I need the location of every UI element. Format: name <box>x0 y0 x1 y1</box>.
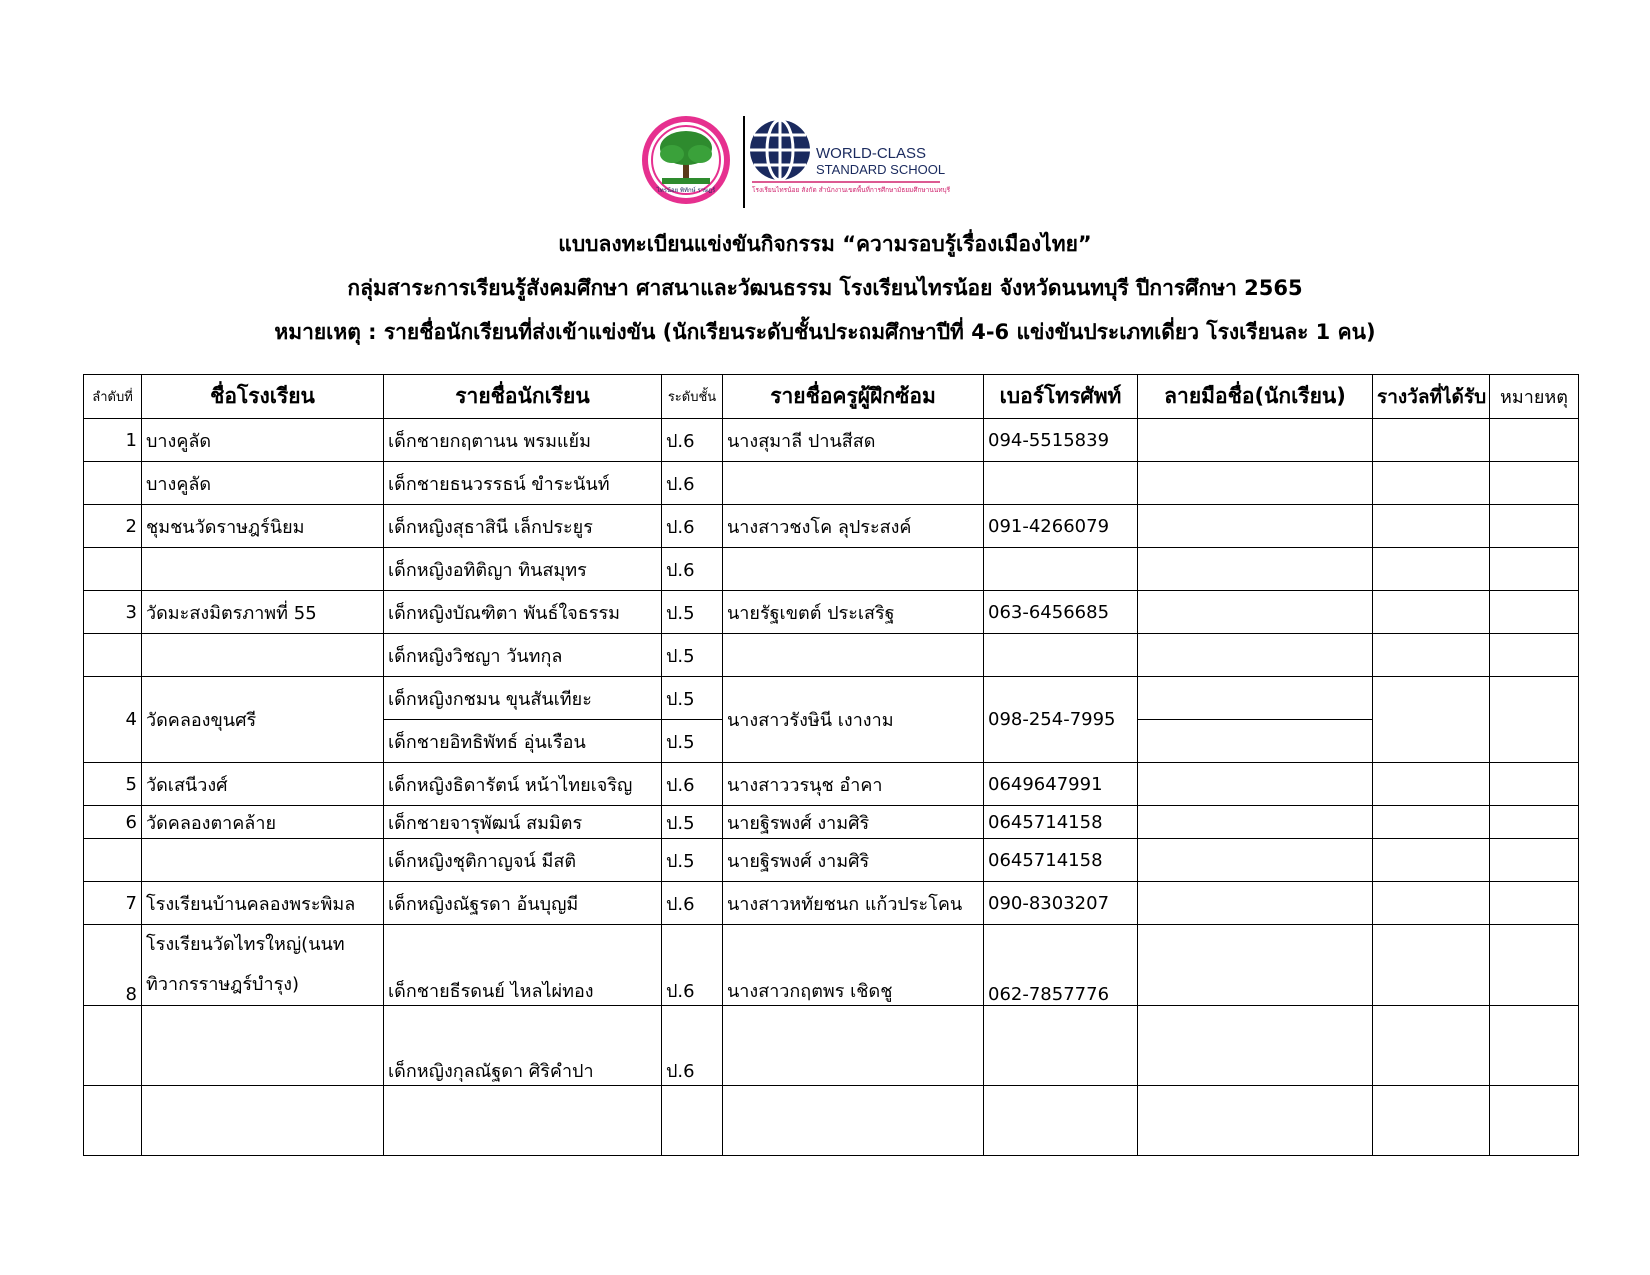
cell-school: โรงเรียนบ้านคลองพระพิมล <box>142 882 384 925</box>
cell-award[interactable] <box>1373 1006 1490 1086</box>
cell-phone <box>984 1006 1138 1086</box>
header-note: หมายหตุ <box>1490 375 1579 419</box>
cell-grade: ป.6 <box>662 548 723 591</box>
cell-school: บางคูลัด <box>142 462 384 505</box>
cell-student: เด็กหญิงกชมน ขุนสันเทียะ <box>384 677 662 720</box>
cell-phone: 090-8303207 <box>984 882 1138 925</box>
cell-teacher: นางสาววรนุช อำคา <box>723 763 984 806</box>
cell-school: วัดคลองตาคล้าย <box>142 806 384 839</box>
cell-school <box>142 1006 384 1086</box>
cell-school <box>142 839 384 882</box>
document-titles <box>0 222 1650 354</box>
cell-award[interactable] <box>1373 677 1490 763</box>
header-logos <box>640 112 960 212</box>
cell-note[interactable] <box>1490 806 1579 839</box>
cell-school <box>142 548 384 591</box>
cell-phone <box>984 634 1138 677</box>
table-row <box>84 548 1579 591</box>
school-logo-graphic <box>640 112 960 212</box>
cell-student: เด็กหญิงณัฐรดา อ้นบุญมี <box>384 882 662 925</box>
cell-phone: 0649647991 <box>984 763 1138 806</box>
header-school: ชื่อโรงเรียน <box>142 375 384 419</box>
table-row <box>84 806 1579 839</box>
cell-grade[interactable] <box>662 1086 723 1156</box>
cell-no: 7 <box>84 882 142 925</box>
cell-award[interactable] <box>1373 882 1490 925</box>
cell-note[interactable] <box>1490 462 1579 505</box>
cell-school: วัดมะสงมิตรภาพที่ 55 <box>142 591 384 634</box>
cell-phone: 091-4266079 <box>984 505 1138 548</box>
table-row <box>84 925 1579 1006</box>
cell-no <box>84 1006 142 1086</box>
cell-note[interactable] <box>1490 634 1579 677</box>
cell-teacher <box>723 548 984 591</box>
cell-phone[interactable] <box>984 1086 1138 1156</box>
cell-note[interactable] <box>1490 1006 1579 1086</box>
cell-grade: ป.5 <box>662 839 723 882</box>
cell-note[interactable] <box>1490 763 1579 806</box>
cell-signature[interactable] <box>1138 1006 1373 1086</box>
table-header-row <box>84 375 1579 419</box>
cell-note[interactable] <box>1490 1086 1579 1156</box>
cell-signature[interactable] <box>1138 634 1373 677</box>
cell-award[interactable] <box>1373 591 1490 634</box>
cell-phone: 0645714158 <box>984 806 1138 839</box>
table-row <box>84 462 1579 505</box>
header-award: รางวัลที่ได้รับ <box>1373 375 1490 419</box>
cell-signature[interactable] <box>1138 591 1373 634</box>
cell-award[interactable] <box>1373 1086 1490 1156</box>
cell-no: 1 <box>84 419 142 462</box>
cell-no <box>84 462 142 505</box>
cell-no: 5 <box>84 763 142 806</box>
cell-teacher: นางสาวหทัยชนก แก้วประโคน <box>723 882 984 925</box>
cell-teacher: นายฐิรพงศ์ งามศิริ <box>723 806 984 839</box>
cell-signature[interactable] <box>1138 677 1373 720</box>
cell-school: วัดเสนีวงศ์ <box>142 763 384 806</box>
cell-grade: ป.6 <box>662 1006 723 1086</box>
cell-no <box>84 548 142 591</box>
cell-signature[interactable] <box>1138 839 1373 882</box>
cell-grade: ป.6 <box>662 882 723 925</box>
cell-grade: ป.5 <box>662 591 723 634</box>
title-subject-group: กลุ่มสาระการเรียนรู้สังคมศึกษา ศาสนาและวัฒนธรรม โรงเรียนไทรน้อย จังหวัดนนทบุรี ปีการศึกษา 2565 <box>347 276 1303 300</box>
cell-grade: ป.5 <box>662 720 723 763</box>
cell-no: 6 <box>84 806 142 839</box>
cell-no[interactable] <box>84 1086 142 1156</box>
table-row <box>84 839 1579 882</box>
cell-student: เด็กหญิงกุลณัฐดา ศิริคำปา <box>384 1006 662 1086</box>
cell-school <box>142 634 384 677</box>
cell-award[interactable] <box>1373 634 1490 677</box>
cell-no: 2 <box>84 505 142 548</box>
svg-text:WORLD-CLASS: WORLD-CLASS <box>816 145 927 162</box>
cell-teacher: นางสาวรังษินี เงางาม <box>723 677 984 763</box>
cell-signature[interactable] <box>1138 505 1373 548</box>
table-row <box>84 677 1579 720</box>
cell-no <box>84 634 142 677</box>
cell-teacher <box>723 462 984 505</box>
cell-student: เด็กชายธนวรรธน์ ขำระนันท์ <box>384 462 662 505</box>
cell-note[interactable] <box>1490 925 1579 1006</box>
cell-note[interactable] <box>1490 505 1579 548</box>
globe-icon <box>750 120 810 180</box>
svg-text:โรงเรียนไทรน้อย สังกัด สำนักงา: โรงเรียนไทรน้อย สังกัด สำนักงานเขตพื้นที่การศึกษามัธยมศึกษานนทบุรี <box>752 186 951 194</box>
cell-student: เด็กหญิงอทิติญา ทินสมุทร <box>384 548 662 591</box>
cell-signature[interactable] <box>1138 548 1373 591</box>
cell-phone: 094-5515839 <box>984 419 1138 462</box>
cell-student: เด็กหญิงวิชญา วันทกุล <box>384 634 662 677</box>
cell-no <box>84 839 142 882</box>
cell-student: เด็กหญิงชุติกาญจน์ มีสติ <box>384 839 662 882</box>
cell-teacher: นางสุมาลี ปานสีสด <box>723 419 984 462</box>
cell-no: 3 <box>84 591 142 634</box>
cell-phone: 062-7857776 <box>984 925 1138 1006</box>
cell-grade: ป.5 <box>662 806 723 839</box>
cell-student: เด็กชายธีรดนย์ ไหลไผ่ทอง <box>384 925 662 1006</box>
svg-text:STANDARD SCHOOL: STANDARD SCHOOL <box>816 162 946 177</box>
cell-student: เด็กชายจารุพัฒน์ สมมิตร <box>384 806 662 839</box>
cell-phone <box>984 462 1138 505</box>
cell-school: วัดคลองขุนศรี <box>142 677 384 763</box>
registration-table <box>83 374 1579 1156</box>
cell-phone: 0645714158 <box>984 839 1138 882</box>
cell-student[interactable] <box>384 1086 662 1156</box>
cell-signature[interactable] <box>1138 925 1373 1006</box>
cell-student: เด็กหญิงธิดารัตน์ หน้าไทยเจริญ <box>384 763 662 806</box>
cell-signature[interactable] <box>1138 763 1373 806</box>
cell-teacher: นางสาวชงโค ลุประสงค์ <box>723 505 984 548</box>
cell-grade: ป.5 <box>662 677 723 720</box>
cell-school <box>142 925 384 1006</box>
header-no: ลำดับที่ <box>84 375 142 419</box>
table-row <box>84 591 1579 634</box>
cell-grade: ป.6 <box>662 505 723 548</box>
cell-signature[interactable] <box>1138 882 1373 925</box>
cell-award[interactable] <box>1373 548 1490 591</box>
cell-teacher <box>723 1006 984 1086</box>
header-teacher: รายชื่อครูผู้ฝึกซ้อม <box>723 375 984 419</box>
cell-teacher: นายฐิรพงศ์ งามศิริ <box>723 839 984 882</box>
cell-award[interactable] <box>1373 505 1490 548</box>
cell-teacher: นางสาวกฤตพร เชิดชู <box>723 925 984 1006</box>
cell-note[interactable] <box>1490 548 1579 591</box>
cell-grade: ป.6 <box>662 419 723 462</box>
school-seal-icon <box>642 116 730 204</box>
title-note: หมายเหตุ : รายชื่อนักเรียนที่ส่งเข้าแข่งขัน (นักเรียนระดับชั้นประถมศึกษาปีที่ 4-6 แข่งขันประเภทเดี่ยว โรงเรียนละ 1 คน) <box>274 320 1376 344</box>
table-row <box>84 634 1579 677</box>
cell-note[interactable] <box>1490 591 1579 634</box>
cell-note[interactable] <box>1490 882 1579 925</box>
cell-note[interactable] <box>1490 839 1579 882</box>
header-grade: ระดับชั้น <box>662 375 723 419</box>
header-signature: ลายมือชื่อ(นักเรียน) <box>1138 375 1373 419</box>
header-student: รายชื่อนักเรียน <box>384 375 662 419</box>
cell-student: เด็กหญิงสุธาสินี เล็กประยูร <box>384 505 662 548</box>
table-row-empty <box>84 1086 1579 1156</box>
cell-note[interactable] <box>1490 677 1579 763</box>
cell-student: เด็กชายอิทธิพัทธ์ อุ่นเรือน <box>384 720 662 763</box>
cell-student: เด็กชายกฤตานน พรมแย้ม <box>384 419 662 462</box>
svg-text:ไทรน้อย พิทักษ์ ราษฎร์: ไทรน้อย พิทักษ์ ราษฎร์ <box>656 187 716 194</box>
cell-school[interactable] <box>142 1086 384 1156</box>
table-row <box>84 882 1579 925</box>
cell-award[interactable] <box>1373 763 1490 806</box>
cell-signature[interactable] <box>1138 1086 1373 1156</box>
cell-signature[interactable] <box>1138 720 1373 763</box>
cell-teacher[interactable] <box>723 1086 984 1156</box>
cell-award[interactable] <box>1373 419 1490 462</box>
cell-signature[interactable] <box>1138 806 1373 839</box>
cell-signature[interactable] <box>1138 419 1373 462</box>
cell-phone: 063-6456685 <box>984 591 1138 634</box>
cell-teacher: นายรัฐเขตต์ ประเสริฐ <box>723 591 984 634</box>
cell-award[interactable] <box>1373 806 1490 839</box>
cell-student: เด็กหญิงบัณฑิตา พันธ์ใจธรรม <box>384 591 662 634</box>
cell-award[interactable] <box>1373 839 1490 882</box>
cell-no: 8 <box>84 925 142 1006</box>
cell-phone <box>984 548 1138 591</box>
cell-teacher <box>723 634 984 677</box>
cell-phone: 098-254-7995 <box>984 677 1138 763</box>
cell-grade: ป.6 <box>662 925 723 1006</box>
title-main: แบบลงทะเบียนแข่งขันกิจกรรม “ความรอบรู้เรื่องเมืองไทย” <box>558 232 1092 256</box>
cell-grade: ป.6 <box>662 462 723 505</box>
cell-grade: ป.5 <box>662 634 723 677</box>
table-row <box>84 763 1579 806</box>
school-name-line1: โรงเรียนวัดไทรใหญ่(นนท <box>146 934 345 955</box>
cell-note[interactable] <box>1490 419 1579 462</box>
table-row <box>84 419 1579 462</box>
cell-signature[interactable] <box>1138 462 1373 505</box>
cell-grade: ป.6 <box>662 763 723 806</box>
cell-award[interactable] <box>1373 925 1490 1006</box>
cell-award[interactable] <box>1373 462 1490 505</box>
header-phone: เบอร์โทรศัพท์ <box>984 375 1138 419</box>
cell-school: ชุมชนวัดราษฎร์นิยม <box>142 505 384 548</box>
table-row <box>84 1006 1579 1086</box>
table-row <box>84 505 1579 548</box>
school-name-line2: ทิวากรราษฎร์บำรุง) <box>146 974 300 995</box>
cell-school: บางคูลัด <box>142 419 384 462</box>
cell-no: 4 <box>84 677 142 763</box>
